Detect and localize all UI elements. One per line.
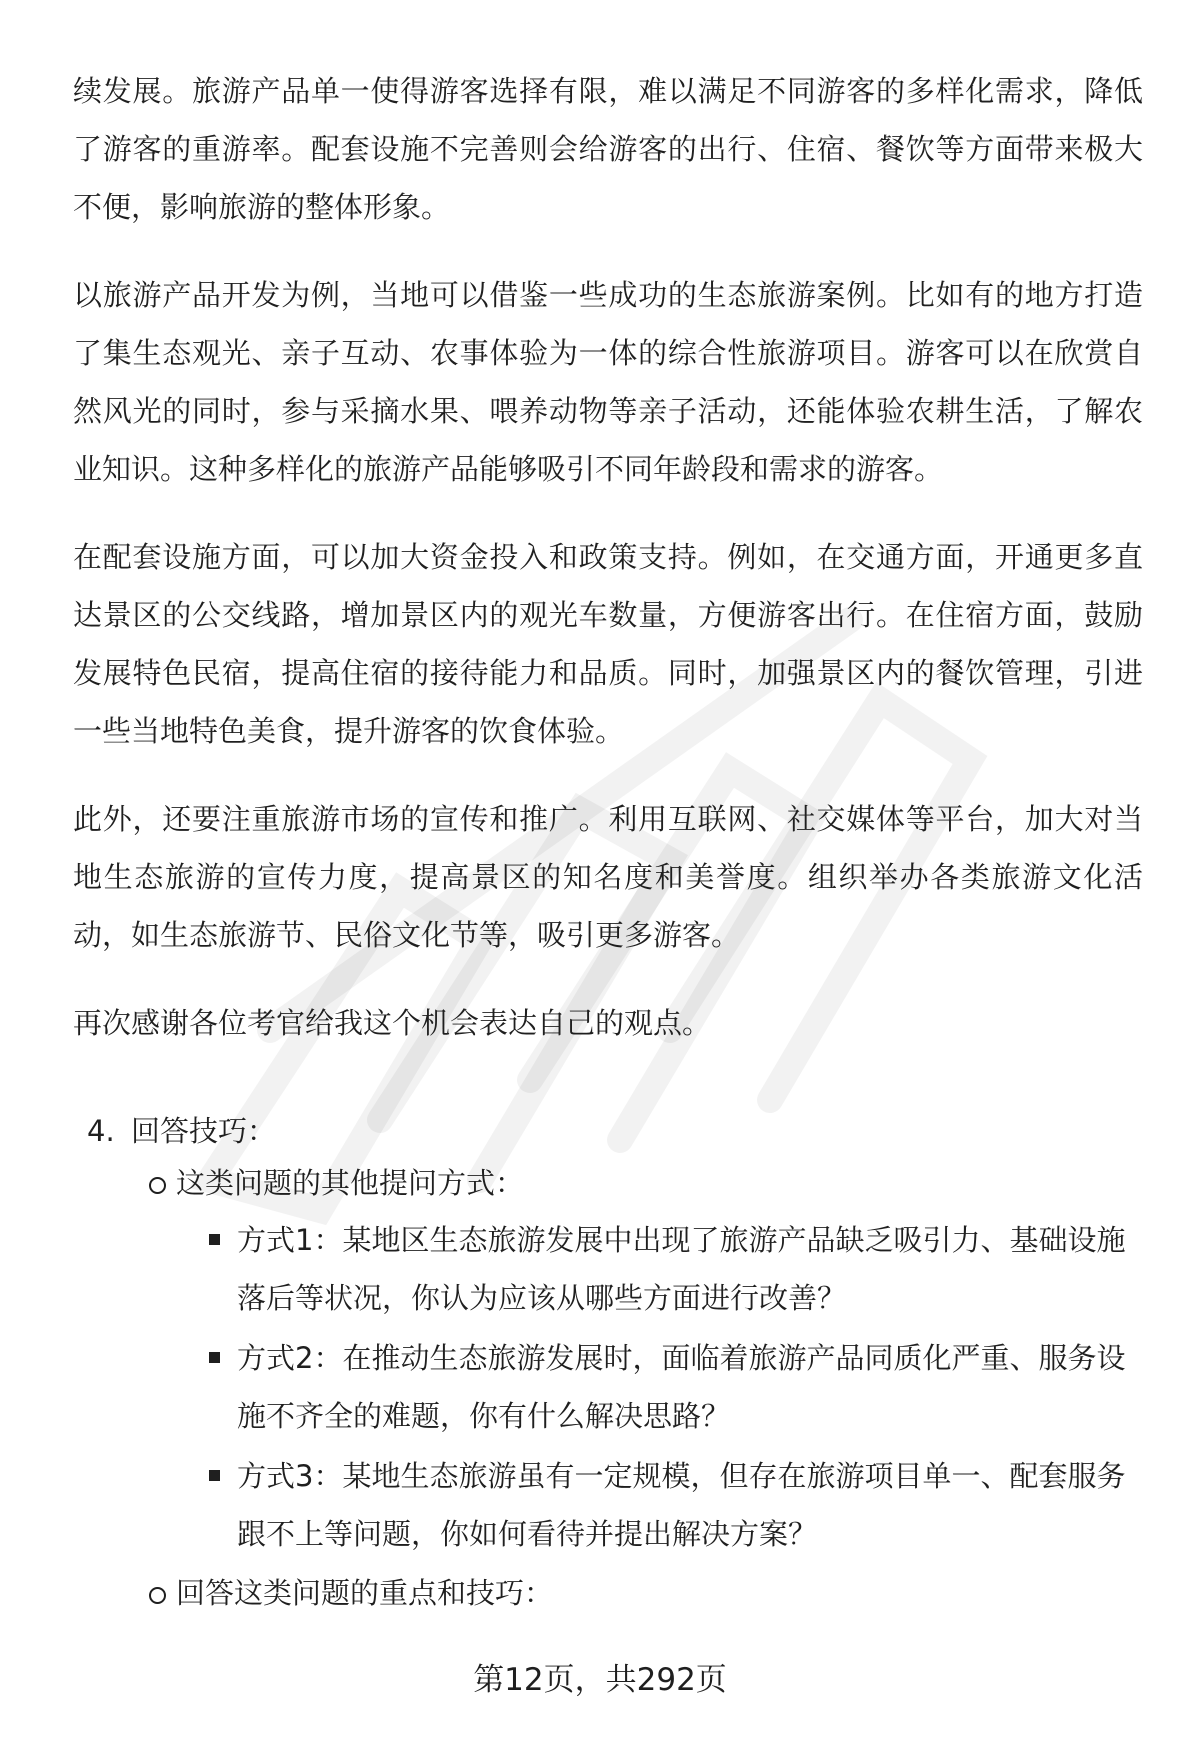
paragraph: 此外，还要注重旅游市场的宣传和推广。利用互联网、社交媒体等平台，加大对当地生态旅游的宣传力度，提高景区的知名度和美誉度。组织举办各类旅游文化活动，如生态旅游节、民俗文化节等，吸引更多游客。	[73, 802, 1143, 952]
sub-heading-text: 回答这类问题的重点和技巧：	[176, 1576, 554, 1610]
hollow-circle-bullet-icon	[149, 1587, 166, 1604]
paragraph: 再次感谢各位考官给我这个机会表达自己的观点。	[73, 1006, 712, 1040]
square-bullet-icon	[209, 1234, 220, 1245]
answer-tips-section	[73, 1105, 1143, 1619]
hollow-circle-bullet-icon	[149, 1177, 166, 1194]
page-footer: 第12页，共292页	[473, 1662, 727, 1698]
sub-heading-text: 这类问题的其他提问方式：	[176, 1166, 525, 1200]
list-item-text: 方式3：某地生态旅游虽有一定规模，但存在旅游项目单一、配套服务跟不上等问题，你如何看待并提出解决方案？	[237, 1459, 1126, 1551]
list-item	[73, 1329, 1143, 1445]
list-item-text: 方式2：在推动生态旅游发展时，面临着旅游产品同质化严重、服务设施不齐全的难题，你有什么解决思路？	[237, 1341, 1126, 1433]
section-title: 回答技巧：	[131, 1114, 277, 1148]
square-bullet-icon	[209, 1470, 220, 1481]
paragraph: 以旅游产品开发为例，当地可以借鉴一些成功的生态旅游案例。比如有的地方打造了集生态观光、亲子互动、农事体验为一体的综合性旅游项目。游客可以在欣赏自然风光的同时，参与采摘水果、喂养动物等亲子活动，还能体验农耕生活，了解农业知识。这种多样化的旅游产品能够吸引不同年龄段和需求的游客。	[73, 278, 1143, 486]
document-body	[73, 62, 1143, 1082]
sub-heading-key-points	[73, 1567, 1143, 1619]
list-item	[73, 1447, 1143, 1563]
paragraph: 续发展。旅游产品单一使得游客选择有限，难以满足不同游客的多样化需求，降低了游客的重游率。配套设施不完善则会给游客的出行、住宿、餐饮等方面带来极大不便，影响旅游的整体形象。	[73, 74, 1143, 224]
list-item-text: 方式1：某地区生态旅游发展中出现了旅游产品缺乏吸引力、基础设施落后等状况，你认为应该从哪些方面进行改善？	[237, 1223, 1126, 1315]
list-item	[73, 1211, 1143, 1327]
sub-heading-other-ways	[73, 1157, 1143, 1209]
paragraph: 在配套设施方面，可以加大资金投入和政策支持。例如，在交通方面，开通更多直达景区的公交线路，增加景区内的观光车数量，方便游客出行。在住宿方面，鼓励发展特色民宿，提高住宿的接待能力和品质。同时，加强景区内的餐饮管理，引进一些当地特色美食，提升游客的饮食体验。	[73, 540, 1143, 748]
section-heading	[73, 1105, 1143, 1157]
square-bullet-icon	[209, 1352, 220, 1363]
section-number: 4.	[87, 1114, 115, 1148]
